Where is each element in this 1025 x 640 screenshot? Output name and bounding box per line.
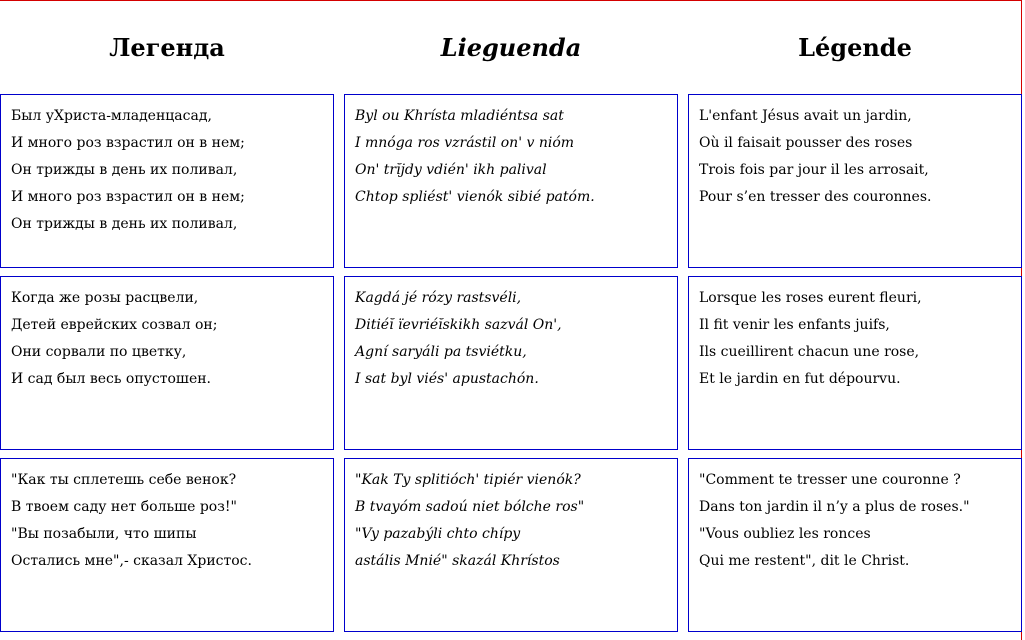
stanza-box (688, 276, 1022, 450)
verse-line: L'enfant Jésus avait un jardin, (699, 108, 912, 124)
verse-line: Dans ton jardin il n’y a plus de roses." (699, 499, 970, 515)
verse-line: Он трижды в день их поливал, (11, 216, 238, 232)
verse-line: Byl ou Khrísta mladiéntsa sat (355, 108, 564, 124)
verse-line: Qui me restent", dit le Christ. (699, 553, 910, 569)
verse-line: Lorsque les roses eurent fleuri, (699, 290, 922, 306)
verse-line: On' trĭjdy vdién' ikh palival (355, 162, 547, 178)
verse-line: Детей еврейских созвал он; (11, 317, 218, 333)
verse-line: И сад был весь опустошен. (11, 371, 212, 387)
stanza-box (688, 94, 1022, 268)
verse-line: И много роз взрастил он в нем; (11, 135, 245, 151)
column-title-french: Légende (798, 33, 912, 62)
verse-line: Остались мне",- сказал Христос. (11, 553, 252, 569)
verse-line: astális Mnié" skazál Khrístos (355, 553, 560, 569)
verse-line: Kagdá jé rózy rastsvéli, (355, 290, 522, 306)
verse-line: И много роз взрастил он в нем; (11, 189, 245, 205)
verse-line: Он трижды в день их поливал, (11, 162, 238, 178)
stanza-box (344, 94, 678, 268)
verse-line: Chtop spliést' vienók sibié patóm. (355, 189, 595, 205)
verse-line: "Vous oubliez les ronces (699, 526, 871, 542)
verse-line: Trois fois par jour il les arrosait, (699, 162, 929, 178)
verse-line: Et le jardin en fut dépourvu. (699, 371, 901, 387)
column-title-russian: Легенда (109, 33, 225, 62)
stanza-box (0, 458, 334, 632)
verse-line: I sat byl viés' apustachón. (355, 371, 539, 387)
verse-line: В твоем саду нет больше роз!" (11, 499, 237, 515)
verse-line: Agní saryáli pa tsviétku, (355, 344, 527, 360)
verse-line: "Вы позабыли, что шипы (11, 526, 197, 542)
verse-line: Был уХриста-младенцасад, (11, 108, 212, 124)
verse-line: "Как ты сплетешь себе венок? (11, 472, 237, 488)
stanza-box (688, 458, 1022, 632)
verse-line: Où il faisait pousser des roses (699, 135, 913, 151)
verse-line: "Kak Ty splitióch' tipiér vienók? (355, 472, 581, 488)
stanza-box (344, 276, 678, 450)
verse-line: Ditiéĭ ïevriéĭskikh sazvál On', (355, 317, 562, 333)
verse-line: Pour s’en tresser des couronnes. (699, 189, 932, 205)
verse-line: "Comment te tresser une couronne ? (699, 472, 961, 488)
verse-line: Il fit venir les enfants juifs, (699, 317, 890, 333)
stanza-box (0, 94, 334, 268)
stanza-box (0, 276, 334, 450)
verse-line: Когда же розы расцвели, (11, 290, 199, 306)
verse-line: B tvayóm sadoú niet bólche ros" (355, 499, 585, 515)
column-title-transliteration: Lieguenda (440, 33, 582, 62)
verse-line: Они сорвали по цветку, (11, 344, 187, 360)
verse-line: Ils cueillirent chacun une rose, (699, 344, 920, 360)
verse-line: "Vy pazabýli chto chípy (355, 526, 521, 542)
verse-line: I mnóga ros vzrástil on' v nióm (355, 135, 575, 151)
stanza-box (344, 458, 678, 632)
